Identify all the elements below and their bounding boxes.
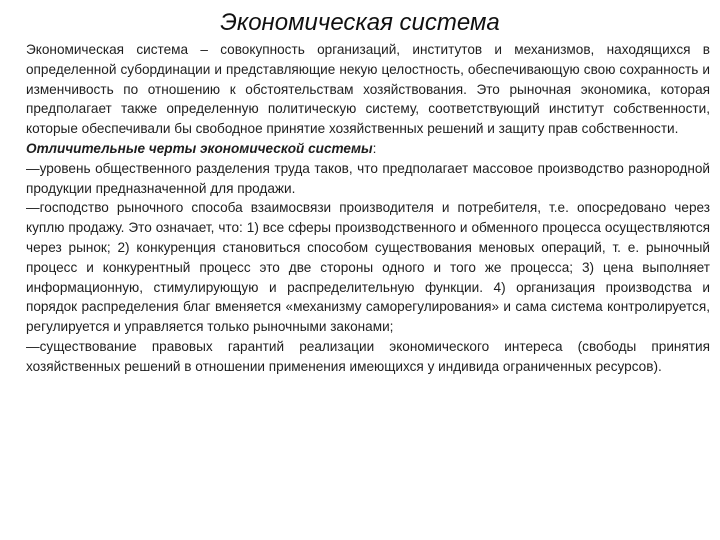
slide-title: Экономическая система [220,9,500,36]
definition-paragraph: Экономическая система – совокупность организаций, институтов и механизмов, находящихся в определенной субординации и представляющие некую целостность, обеспечивающую свою сохранность и изменчивость по отношению к обстоятельствам хозяйствования. Это рыночная экономика, которая предполагает также определенную политическую систему, соответствующий институт собственности, которые обеспечивали бы свободное принятие хозяйственных решений и защиту прав собственности. [26,42,710,137]
features-heading-line [26,139,710,159]
features-heading-colon: : [372,140,377,156]
feature-item-2: —господство рыночного способа взаимосвязи производителя и потребителя, т.е. опосредовано через куплю продажу. Это означает, что: 1) все сферы производственного и обменного процесса осуществляются через рынок; 2) конкуренция становиться способом существования меновых операций, т. е. рыночный процесс и конкурентный процесс это две стороны одного и того же процесса; 3) цена выполняет информационную, стимулирующую и распределительную функции. 4) организация производства и порядок распределения благ вменяется «механизму саморегулирования» и сама система контролируется, регулируется и управляется только рыночными законами; [26,200,710,335]
feature-item-3: —существование правовых гарантий реализации экономического интереса (свободы принятия хозяйственных решений в отношении применения имеющихся у индивида ограниченных ресурсов). [26,338,710,374]
feature-item-1: —уровень общественного разделения труда таков, что предполагает массовое производство разнородной продукции предназначенной для продажи. [26,160,710,196]
features-heading: Отличительные черты экономической системы [26,140,373,156]
slide-body [26,40,710,377]
